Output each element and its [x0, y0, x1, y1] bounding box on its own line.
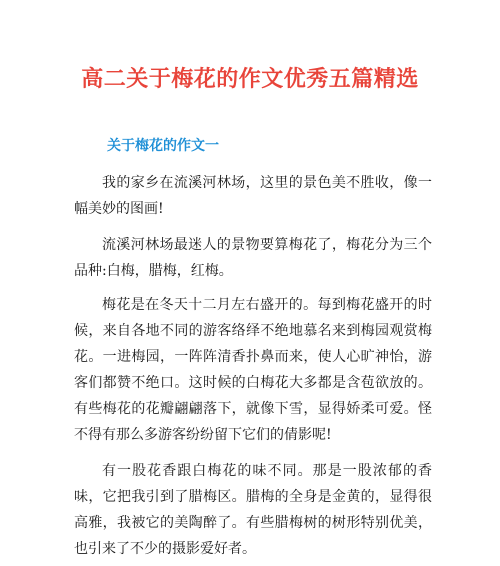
- paragraph-4: 有一股花香跟白梅花的味不同。那是一股浓郁的香味，它把我引到了腊梅区。腊梅的全身是金黄的，显得很高雅，我被它的美陶醉了。有些腊梅树的树形特别优美，也引来了不少的摄影爱好者。: [74, 463, 432, 557]
- paragraph-2: 流溪河林场最迷人的景物要算梅花了，梅花分为三个品种:白梅，腊梅，红梅。: [74, 237, 432, 279]
- paragraph-3: 梅花是在冬天十二月左右盛开的。每到梅花盛开的时候，来自各地不同的游客络绎不绝地慕名来到梅园观赏梅花。一进梅园，一阵阵清香扑鼻而来，使人心旷神怡，游客们都赞不绝口。这时候的白梅花大多都是含苞欲放的。有些梅花的花瓣翩翩落下，就像下雪，显得娇柔可爱。怪不得有那么多游客纷纷留下它们的倩影呢!: [74, 297, 432, 443]
- document-title: 高二关于梅花的作文优秀五篇精选: [81, 67, 419, 92]
- paragraph-1: 我的家乡在流溪河林场，这里的景色美不胜收，像一幅美妙的图画!: [74, 175, 432, 217]
- section-heading: 关于梅花的作文一: [107, 138, 219, 154]
